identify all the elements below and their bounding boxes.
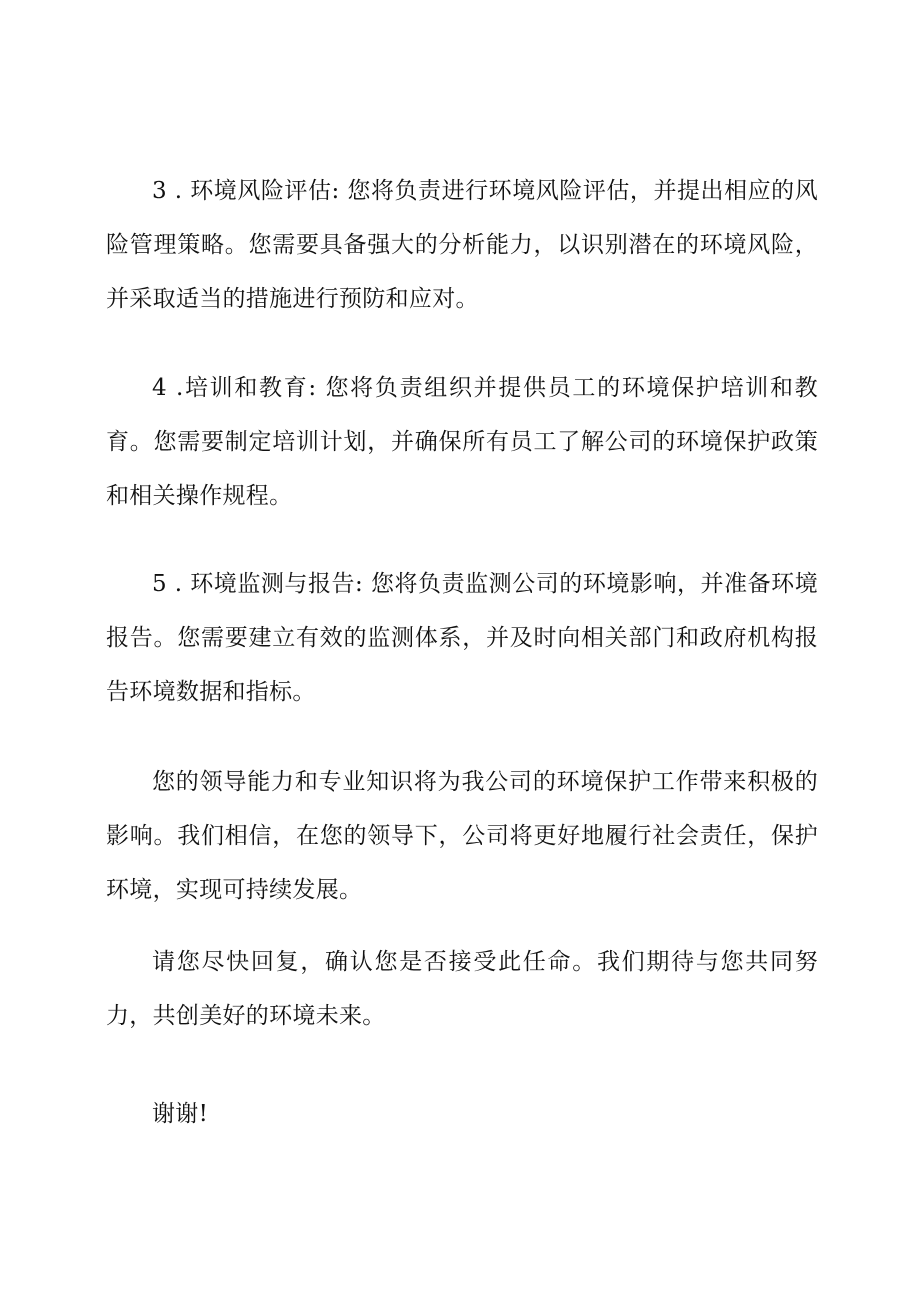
paragraph-item-4-training: 4 .培训和教育: 您将负责组织并提供员工的环境保护培训和教育。您需要制定培训计划，并确保所有员工了解公司的环境保护政策和相关操作规程。 [106,375,818,509]
paragraph-item-5-monitoring: 5 . 环境监测与报告: 您将负责监测公司的环境影响，并准备环境报告。您需要建立有效的监测体系，并及时向相关部门和政府机构报告环境数据和指标。 [106,571,818,705]
paragraph-reply-request: 请您尽快回复，确认您是否接受此任命。我们期待与您共同努力，共创美好的环境未来。 [106,949,818,1029]
paragraph-leadership-impact: 您的领导能力和专业知识将为我公司的环境保护工作带来积极的影响。我们相信，在您的领导下，公司将更好地履行社会责任，保护环境，实现可持续发展。 [106,769,818,903]
paragraph-thanks: 谢谢! [152,1101,209,1127]
paragraph-item-3-risk-assessment: 3 . 环境风险评估: 您将负责进行环境风险评估，并提出相应的风险管理策略。您需要具备强大的分析能力，以识别潜在的环境风险，并采取适当的措施进行预防和应对。 [106,178,818,312]
